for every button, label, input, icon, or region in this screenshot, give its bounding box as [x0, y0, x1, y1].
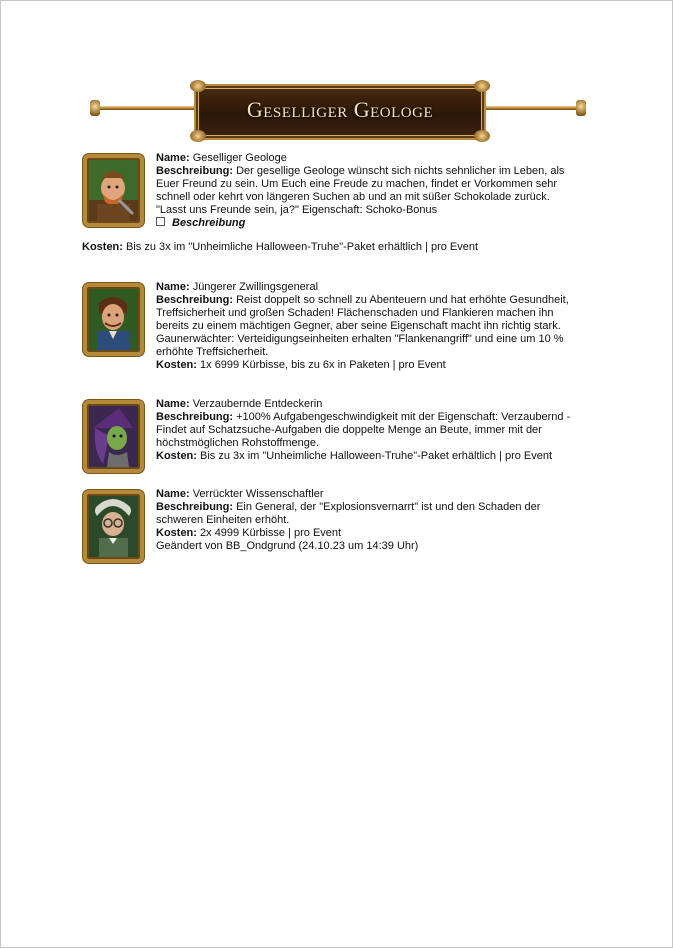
- general-cost-line: [156, 359, 586, 372]
- edit-note: Geändert von BB_Ondgrund (24.10.23 um 14:39 Uhr): [156, 540, 419, 552]
- general-cost-line: [156, 450, 586, 463]
- checkbox-icon[interactable]: [156, 217, 165, 226]
- general-description: [156, 165, 586, 217]
- description-toggle[interactable]: [156, 217, 586, 230]
- description-line: bereits zu einem mächtigen Gegner, aber seine Eigenschaft macht ihn richtig stark.: [156, 320, 561, 332]
- general-name-line: [156, 398, 586, 411]
- description-line: schweren Einheiten erhöht.: [156, 514, 290, 526]
- name-label: Name:: [156, 488, 190, 500]
- mad-scientist-portrait-icon: [83, 490, 144, 563]
- cost-label: Kosten:: [82, 241, 123, 253]
- general-name: Jüngerer Zwillingsgeneral: [192, 281, 319, 293]
- general-cost-line: [156, 527, 586, 540]
- description-line: Ein General, der "Explosionsvernarrt" ist und den Schaden der: [236, 501, 541, 513]
- geologist-portrait-icon: [83, 154, 144, 227]
- description-label: Beschreibung:: [156, 501, 234, 513]
- description-label: Beschreibung:: [156, 165, 234, 177]
- general-name: Geselliger Geologe: [192, 152, 287, 164]
- description-line: "Lasst uns Freunde sein, ja?" Eigenschaft: Schoko-Bonus: [156, 204, 438, 216]
- general-description: [156, 411, 586, 450]
- description-line: +100% Aufgabengeschwindigkeit mit der Eigenschaft: Verzaubernd -: [236, 411, 571, 423]
- cost-value: 1x 6999 Kürbisse, bis zu 6x in Paketen | pro Event: [200, 359, 446, 371]
- plaque-corner-icon: [190, 80, 206, 92]
- general-entry-3: [156, 398, 586, 463]
- general-entry-1: [156, 152, 586, 230]
- name-label: Name:: [156, 281, 190, 293]
- title-banner: [90, 84, 586, 138]
- general-entry-4: [156, 488, 586, 553]
- general-description: [156, 501, 586, 527]
- description-line: Reist doppelt so schnell zu Abenteuern und hat erhöhte Gesundheit,: [236, 294, 569, 306]
- description-label: Beschreibung:: [156, 411, 234, 423]
- banner-ornament-left-icon: [90, 100, 100, 116]
- description-line: Euer Freund zu sein. Um Euch eine Freude zu machen, findet er Vorkommen sehr: [156, 178, 558, 190]
- general-cost-line: [82, 241, 582, 254]
- general-name-line: [156, 281, 586, 294]
- cost-value: Bis zu 3x im "Unheimliche Halloween-Truhe"-Paket erhältlich | pro Event: [200, 450, 553, 462]
- banner-rail-right: [476, 106, 582, 110]
- cost-label: Kosten:: [156, 527, 197, 539]
- plaque-corner-icon: [190, 130, 206, 142]
- cost-value: 2x 4999 Kürbisse | pro Event: [200, 527, 342, 539]
- name-label: Name:: [156, 398, 190, 410]
- description-line: Gaunerwächter: Verteidigungseinheiten erhalten "Flankenangriff" und eine um 10 %: [156, 333, 564, 345]
- name-label: Name:: [156, 152, 190, 164]
- banner-ornament-right-icon: [576, 100, 586, 116]
- general-description: [156, 294, 586, 359]
- cost-label: Kosten:: [156, 450, 197, 462]
- general-name: Verzaubernde Entdeckerin: [192, 398, 323, 410]
- cost-label: Kosten:: [156, 359, 197, 371]
- description-line: schnell oder kehrt von längeren Suchen ab und an mit süßer Schokolade zurück.: [156, 191, 550, 203]
- description-line: erhöhte Treffsicherheit.: [156, 346, 269, 358]
- description-line: höchstmöglichen Rohstoffmenge.: [156, 437, 320, 449]
- twin-general-portrait-icon: [83, 283, 144, 356]
- description-line: Findet auf Schatzsuche-Aufgaben die doppelte Menge an Beute, immer mit der: [156, 424, 542, 436]
- description-line: Der gesellige Geologe wünscht sich nichts sehnlicher im Leben, als: [236, 165, 565, 177]
- description-line: Treffsicherheit und großen Schaden! Flächenschaden und Flankieren machen ihn: [156, 307, 554, 319]
- description-label: Beschreibung:: [156, 294, 234, 306]
- cost-value: Bis zu 3x im "Unheimliche Halloween-Truhe"-Paket erhältlich | pro Event: [126, 241, 479, 253]
- plaque-corner-icon: [474, 130, 490, 142]
- general-name-line: [156, 488, 586, 501]
- banner-rail-left: [94, 106, 200, 110]
- banner-plaque: [194, 84, 486, 140]
- page-title: Geselliger Geologe: [246, 97, 434, 122]
- toggle-label: Beschreibung: [172, 217, 246, 229]
- general-name-line: [156, 152, 586, 165]
- plaque-corner-icon: [474, 80, 490, 92]
- general-entry-2: [156, 281, 586, 372]
- witch-explorer-portrait-icon: [83, 400, 144, 473]
- general-name: Verrückter Wissenschaftler: [192, 488, 324, 500]
